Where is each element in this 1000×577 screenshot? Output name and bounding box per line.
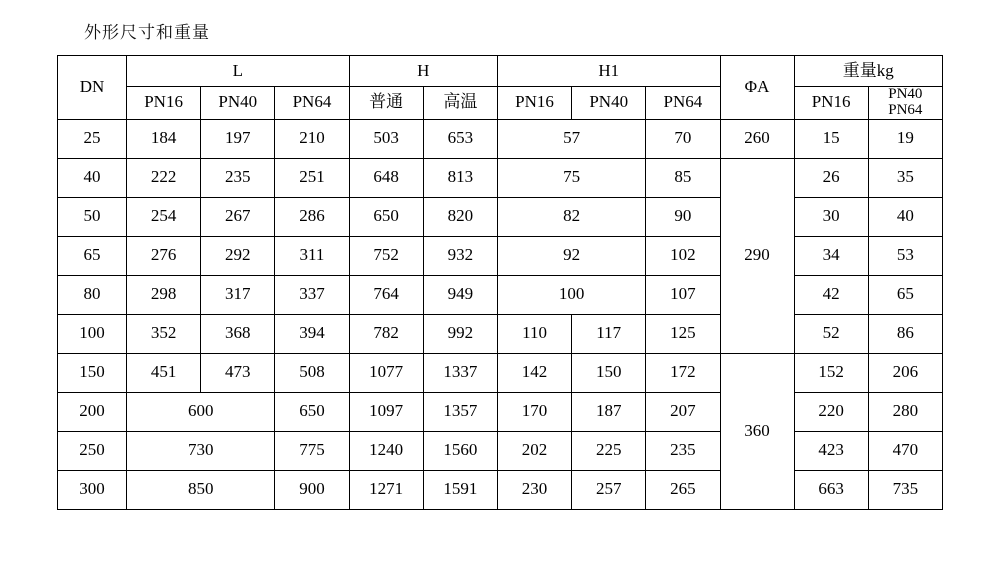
cell-h-high-temp: 653 <box>423 119 497 158</box>
cell-h-high-temp: 949 <box>423 275 497 314</box>
cell-l-pn40: 197 <box>201 119 275 158</box>
subheader-weight-pn40-pn64 <box>868 87 942 120</box>
cell-h1-pn64: 172 <box>646 353 720 392</box>
cell-h-normal: 503 <box>349 119 423 158</box>
table-row <box>58 158 943 197</box>
cell-l-pn64: 650 <box>275 392 349 431</box>
cell-h1-pn16-pn40: 92 <box>497 236 645 275</box>
cell-h-normal: 648 <box>349 158 423 197</box>
cell-dn: 65 <box>58 236 127 275</box>
cell-h-normal: 752 <box>349 236 423 275</box>
cell-l-pn40: 235 <box>201 158 275 197</box>
cell-weight-pn40-pn64: 280 <box>868 392 942 431</box>
cell-h-normal: 1097 <box>349 392 423 431</box>
cell-phi-a: 290 <box>720 158 794 353</box>
cell-weight-pn16: 423 <box>794 431 868 470</box>
cell-l-pn64: 775 <box>275 431 349 470</box>
cell-dn: 80 <box>58 275 127 314</box>
cell-l-pn64: 508 <box>275 353 349 392</box>
cell-h-normal: 1271 <box>349 470 423 509</box>
cell-h1-pn16-pn40: 82 <box>497 197 645 236</box>
cell-h-high-temp: 1337 <box>423 353 497 392</box>
cell-weight-pn40-pn64: 86 <box>868 314 942 353</box>
cell-l-pn16-pn40: 730 <box>127 431 275 470</box>
header-weight: 重量kg <box>794 56 943 87</box>
cell-h1-pn40: 117 <box>572 314 646 353</box>
cell-dn: 25 <box>58 119 127 158</box>
cell-h-normal: 1077 <box>349 353 423 392</box>
cell-h-high-temp: 932 <box>423 236 497 275</box>
subheader-h-normal: 普通 <box>349 87 423 120</box>
cell-h-normal: 764 <box>349 275 423 314</box>
subheader-h-high-temp: 高温 <box>423 87 497 120</box>
table-body <box>58 119 943 509</box>
cell-h1-pn40: 150 <box>572 353 646 392</box>
cell-weight-pn40-pn64: 65 <box>868 275 942 314</box>
cell-l-pn16: 451 <box>127 353 201 392</box>
cell-l-pn64: 210 <box>275 119 349 158</box>
cell-h1-pn16: 230 <box>497 470 571 509</box>
cell-h1-pn64: 265 <box>646 470 720 509</box>
cell-h-high-temp: 1591 <box>423 470 497 509</box>
cell-h1-pn16: 110 <box>497 314 571 353</box>
cell-h1-pn64: 107 <box>646 275 720 314</box>
cell-h1-pn16-pn40: 57 <box>497 119 645 158</box>
cell-weight-pn16: 26 <box>794 158 868 197</box>
cell-dn: 50 <box>58 197 127 236</box>
cell-l-pn40: 292 <box>201 236 275 275</box>
table-header-row-sub <box>58 87 943 120</box>
cell-h1-pn40: 257 <box>572 470 646 509</box>
cell-h1-pn64: 207 <box>646 392 720 431</box>
cell-h1-pn64: 235 <box>646 431 720 470</box>
cell-l-pn64: 286 <box>275 197 349 236</box>
cell-l-pn40: 267 <box>201 197 275 236</box>
cell-phi-a: 360 <box>720 353 794 509</box>
cell-l-pn16-pn40: 600 <box>127 392 275 431</box>
cell-h-normal: 782 <box>349 314 423 353</box>
cell-dn: 300 <box>58 470 127 509</box>
table-row <box>58 392 943 431</box>
table-row <box>58 197 943 236</box>
cell-l-pn16: 298 <box>127 275 201 314</box>
cell-weight-pn16: 663 <box>794 470 868 509</box>
cell-dn: 40 <box>58 158 127 197</box>
subheader-l-pn64: PN64 <box>275 87 349 120</box>
table-row <box>58 119 943 158</box>
cell-weight-pn40-pn64: 35 <box>868 158 942 197</box>
cell-l-pn40: 368 <box>201 314 275 353</box>
cell-l-pn16: 184 <box>127 119 201 158</box>
table-header <box>58 56 943 120</box>
cell-h1-pn64: 70 <box>646 119 720 158</box>
cell-h-high-temp: 820 <box>423 197 497 236</box>
cell-dn: 150 <box>58 353 127 392</box>
cell-weight-pn40-pn64: 19 <box>868 119 942 158</box>
cell-h1-pn40: 225 <box>572 431 646 470</box>
cell-weight-pn40-pn64: 53 <box>868 236 942 275</box>
subheader-weight-pn40: PN40 <box>888 86 923 102</box>
subheader-weight-pn16: PN16 <box>794 87 868 120</box>
subheader-l-pn40: PN40 <box>201 87 275 120</box>
cell-l-pn16: 222 <box>127 158 201 197</box>
subheader-h1-pn64: PN64 <box>646 87 720 120</box>
cell-l-pn64: 337 <box>275 275 349 314</box>
cell-l-pn16-pn40: 850 <box>127 470 275 509</box>
cell-dn: 250 <box>58 431 127 470</box>
subheader-weight-pn64: PN64 <box>888 101 923 118</box>
cell-h1-pn40: 187 <box>572 392 646 431</box>
header-phi-a: ΦA <box>720 56 794 120</box>
subheader-l-pn16: PN16 <box>127 87 201 120</box>
subheader-h1-pn40: PN40 <box>572 87 646 120</box>
table-row <box>58 470 943 509</box>
table-row <box>58 314 943 353</box>
table-row <box>58 353 943 392</box>
header-l: L <box>127 56 350 87</box>
cell-l-pn16: 276 <box>127 236 201 275</box>
cell-weight-pn16: 220 <box>794 392 868 431</box>
cell-h-high-temp: 813 <box>423 158 497 197</box>
cell-weight-pn40-pn64: 470 <box>868 431 942 470</box>
cell-l-pn16: 254 <box>127 197 201 236</box>
table-row <box>58 236 943 275</box>
cell-h1-pn16: 170 <box>497 392 571 431</box>
cell-h-high-temp: 1560 <box>423 431 497 470</box>
cell-h-normal: 1240 <box>349 431 423 470</box>
cell-h1-pn64: 102 <box>646 236 720 275</box>
table-header-row-group <box>58 56 943 87</box>
cell-h1-pn64: 90 <box>646 197 720 236</box>
cell-l-pn64: 394 <box>275 314 349 353</box>
table-row <box>58 431 943 470</box>
cell-l-pn16: 352 <box>127 314 201 353</box>
cell-phi-a: 260 <box>720 119 794 158</box>
cell-h-high-temp: 992 <box>423 314 497 353</box>
cell-dn: 100 <box>58 314 127 353</box>
cell-h1-pn16: 202 <box>497 431 571 470</box>
cell-weight-pn16: 15 <box>794 119 868 158</box>
header-h: H <box>349 56 497 87</box>
cell-weight-pn16: 30 <box>794 197 868 236</box>
cell-weight-pn16: 52 <box>794 314 868 353</box>
cell-dn: 200 <box>58 392 127 431</box>
subheader-h1-pn16: PN16 <box>497 87 571 120</box>
cell-weight-pn40-pn64: 40 <box>868 197 942 236</box>
cell-h-high-temp: 1357 <box>423 392 497 431</box>
cell-weight-pn16: 152 <box>794 353 868 392</box>
cell-h1-pn64: 85 <box>646 158 720 197</box>
cell-h1-pn16-pn40: 100 <box>497 275 645 314</box>
header-dn: DN <box>58 56 127 120</box>
cell-weight-pn16: 34 <box>794 236 868 275</box>
cell-h-normal: 650 <box>349 197 423 236</box>
cell-weight-pn16: 42 <box>794 275 868 314</box>
cell-h1-pn64: 125 <box>646 314 720 353</box>
cell-weight-pn40-pn64: 735 <box>868 470 942 509</box>
cell-l-pn40: 317 <box>201 275 275 314</box>
page-title: 外形尺寸和重量 <box>84 23 210 42</box>
cell-h1-pn16-pn40: 75 <box>497 158 645 197</box>
cell-l-pn64: 900 <box>275 470 349 509</box>
cell-l-pn64: 311 <box>275 236 349 275</box>
cell-l-pn64: 251 <box>275 158 349 197</box>
cell-h1-pn16: 142 <box>497 353 571 392</box>
cell-l-pn40: 473 <box>201 353 275 392</box>
cell-weight-pn40-pn64: 206 <box>868 353 942 392</box>
header-h1: H1 <box>497 56 720 87</box>
table-row <box>58 275 943 314</box>
dimensions-weight-table <box>57 55 943 510</box>
